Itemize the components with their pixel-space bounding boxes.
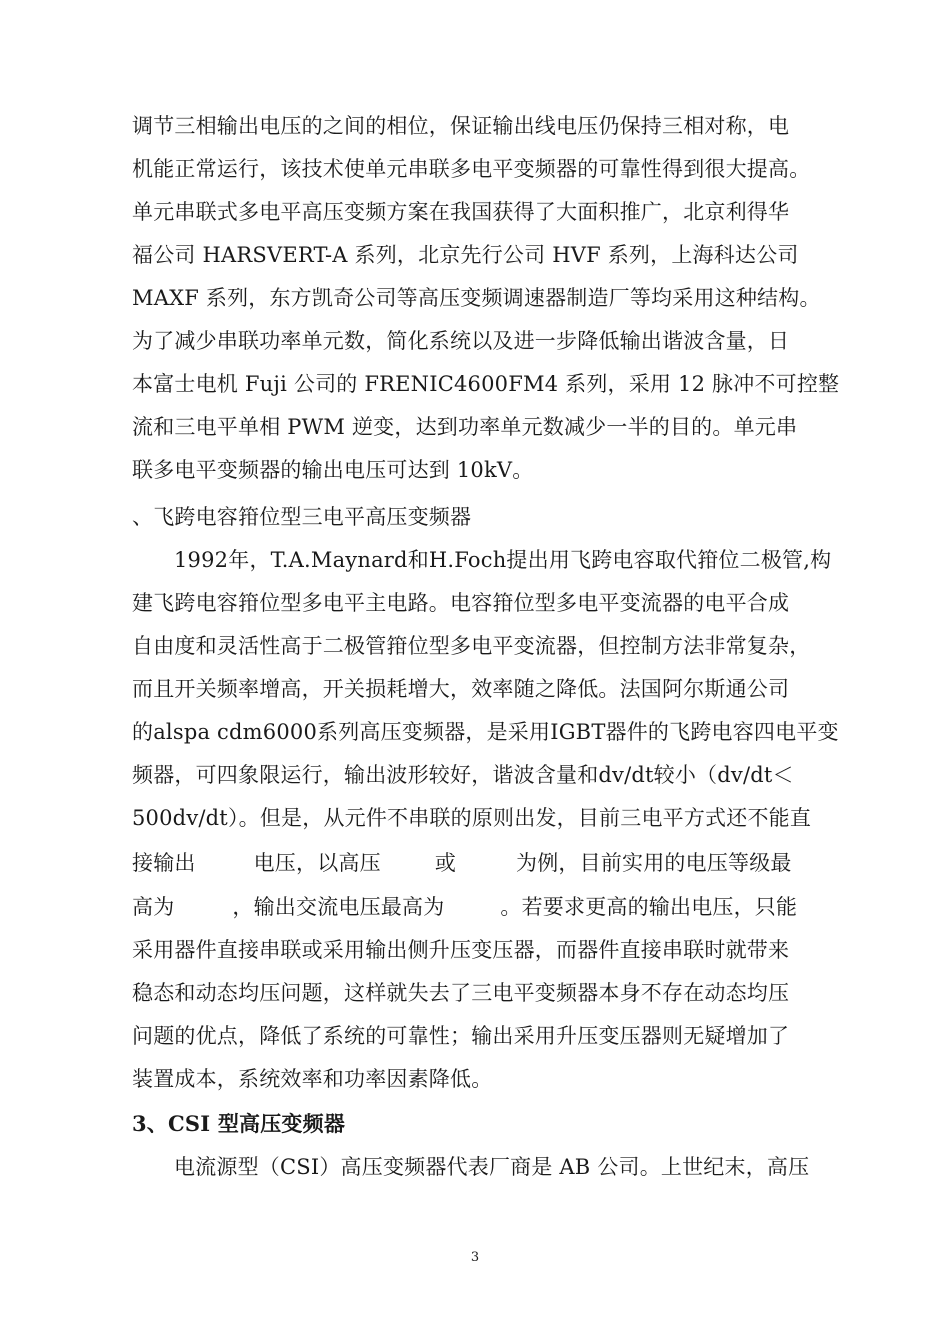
paragraph-line: 装置成本，系统效率和功率因素降低。 — [132, 1067, 493, 1091]
paragraph-line: 稳态和动态均压问题，这样就失去了三电平变频器本身不存在动态均压 — [132, 981, 790, 1005]
paragraph-line: 本富士电机 Fuji 公司的 FRENIC4600FM4 系列，采用 12 脉冲不可控整 — [132, 372, 840, 396]
line-segment: 或 — [434, 851, 457, 875]
paragraph-line: 建飞跨电容箝位型多电平主电路。电容箝位型多电平变流器的电平合成 — [132, 591, 790, 615]
paragraph-line: 采用器件直接串联或采用输出侧升压变压器，而器件直接串联时就带来 — [132, 938, 790, 962]
paragraph-line: 流和三电平单相 PWM 逆变，达到功率单元数减少一半的目的。单元串 — [132, 415, 798, 439]
paragraph-line: 电流源型（CSI）高压变频器代表厂商是 AB 公司。上世纪末，高压 — [174, 1155, 810, 1179]
paragraph-line: 自由度和灵活性高于二极管箝位型多电平变流器，但控制方法非常复杂， — [132, 634, 811, 658]
line-segment: 为例，目前实用的电压等级最 — [516, 851, 792, 875]
line-segment: 。若要求更高的输出电压，只能 — [500, 895, 798, 919]
paragraph-line: MAXF 系列，东方凯奇公司等高压变频调速器制造厂等均采用这种结构。 — [132, 286, 821, 310]
line-segment: ，输出交流电压最高为 — [232, 895, 445, 919]
paragraph-line: 500dv/dt）。但是，从元件不串联的原则出发，目前三电平方式还不能直 — [132, 806, 812, 830]
paragraph-line-with-gaps — [132, 849, 832, 877]
paragraph-line: 机能正常运行，该技术使单元串联多电平变频器的可靠性得到很大提高。 — [132, 157, 811, 181]
paragraph-line: 福公司 HARSVERT-A 系列，北京先行公司 HVF 系列，上海科达公司 — [132, 243, 799, 267]
line-segment: 接输出 — [132, 851, 196, 875]
paragraph-line: 而且开关频率增高，开关损耗增大，效率随之降低。法国阿尔斯通公司 — [132, 677, 790, 701]
paragraph-line: 为了减少串联功率单元数，简化系统以及进一步降低输出谐波含量，日 — [132, 329, 790, 353]
section-heading: 3、CSI 型高压变频器 — [132, 1111, 346, 1136]
paragraph-line-with-gaps — [132, 893, 832, 921]
section-heading: 、飞跨电容箝位型三电平高压变频器 — [132, 505, 472, 529]
paragraph-line: 联多电平变频器的输出电压可达到 10kV。 — [132, 458, 534, 482]
paragraph-line: 1992年，T.A.Maynard和H.Foch提出用飞跨电容取代箝位二极管,构 — [174, 548, 832, 572]
line-segment: 电压，以高压 — [253, 851, 381, 875]
line-segment: 高为 — [132, 895, 175, 919]
paragraph-line: 的alspa cdm6000系列高压变频器，是采用IGBT器件的飞跨电容四电平变 — [132, 720, 839, 744]
paragraph-line: 单元串联式多电平高压变频方案在我国获得了大面积推广，北京利得华 — [132, 200, 790, 224]
paragraph-line: 调节三相输出电压的之间的相位，保证输出线电压仍保持三相对称，电 — [132, 114, 790, 138]
paragraph-line: 频器，可四象限运行，输出波形较好，谐波含量和dv/dt较小（dv/dt＜ — [132, 763, 794, 787]
paragraph-line: 问题的优点，降低了系统的可靠性；输出采用升压变压器则无疑增加了 — [132, 1024, 790, 1048]
page-number: 3 — [470, 1250, 480, 1265]
